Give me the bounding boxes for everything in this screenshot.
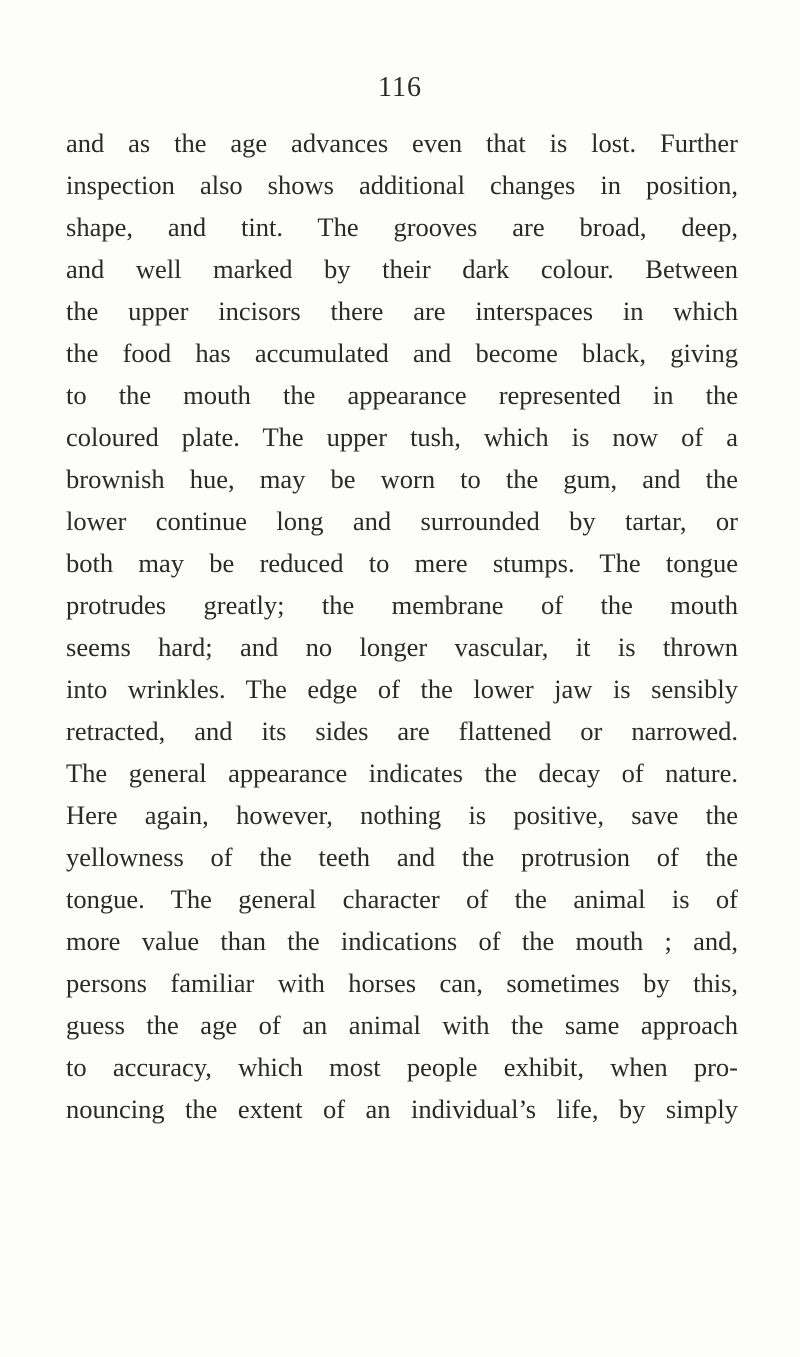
text-line: yellowness of the teeth and the protrusion of the [66, 842, 738, 872]
text-line: persons familiar with horses can, sometimes by this, [66, 968, 738, 998]
page-number: 116 [378, 72, 422, 103]
text-line: to the mouth the appearance represented in the [66, 380, 738, 410]
text-line: both may be reduced to mere stumps. The tongue [66, 548, 738, 578]
text-line: guess the age of an animal with the same approach [66, 1010, 738, 1040]
text-line: coloured plate. The upper tush, which is now of a [66, 422, 738, 452]
text-line: tongue. The general character of the animal is of [66, 884, 738, 914]
text-line: The general appearance indicates the decay of nature. [66, 758, 738, 788]
text-line: protrudes greatly; the membrane of the mouth [66, 590, 738, 620]
text-line: shape, and tint. The grooves are broad, deep, [66, 212, 738, 242]
text-line: lower continue long and surrounded by tartar, or [66, 506, 738, 536]
text-line: the food has accumulated and become black, giving [66, 338, 738, 368]
text-line: retracted, and its sides are flattened or narrowed. [66, 716, 738, 746]
text-line: into wrinkles. The edge of the lower jaw is sensibly [66, 674, 738, 704]
text-line: more value than the indications of the mouth ; and, [66, 926, 738, 956]
text-line: nouncing the extent of an individual’s life, by simply [66, 1094, 738, 1124]
body-text [66, 122, 738, 1130]
text-line: to accuracy, which most people exhibit, when pro- [66, 1052, 738, 1082]
text-line: and as the age advances even that is lost. Further [66, 128, 738, 158]
text-line: the upper incisors there are interspaces in which [66, 296, 738, 326]
text-line: inspection also shows additional changes in position, [66, 170, 738, 200]
text-line: and well marked by their dark colour. Between [66, 254, 738, 284]
text-line: Here again, however, nothing is positive, save the [66, 800, 738, 830]
text-line: brownish hue, may be worn to the gum, and the [66, 464, 738, 494]
text-line: seems hard; and no longer vascular, it is thrown [66, 632, 738, 662]
